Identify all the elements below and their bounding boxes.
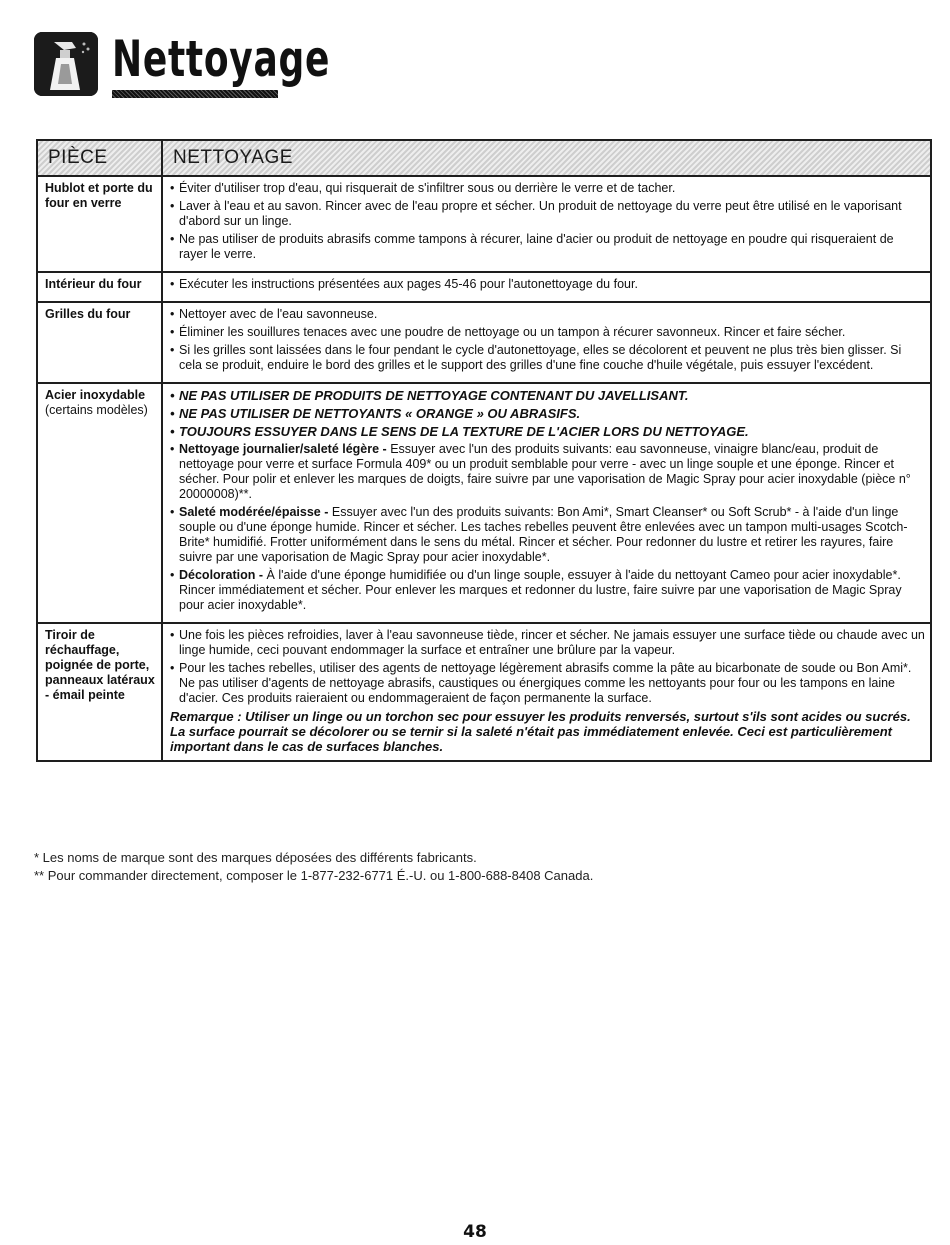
header-cleaning: NETTOYAGE — [162, 140, 931, 176]
table-row — [37, 383, 931, 623]
footnotes — [34, 849, 593, 885]
list-item: • Laver à l'eau et au savon. Rincer avec de l'eau propre et sécher. Un produit de nettoyage du verre peut être utilisé en le vaporisant d'abord sur un linge. — [170, 199, 925, 229]
table-row — [37, 176, 931, 272]
list-item — [170, 568, 925, 613]
list-item: • Nettoyer avec de l'eau savonneuse. — [170, 307, 925, 322]
row-piece-label — [37, 383, 162, 623]
row-piece-label: Intérieur du four — [37, 272, 162, 302]
list-item: • Éliminer les souillures tenaces avec une poudre de nettoyage ou un tampon à récurer savonneux. Rincer et faire sécher. — [170, 325, 925, 340]
list-item — [170, 442, 925, 502]
row-cleaning-cell — [162, 272, 931, 302]
cleaning-spray-icon — [34, 32, 98, 96]
table-row — [37, 272, 931, 302]
item-text: Essuyer avec l'un des produits suivants: Bon Ami*, Smart Cleanser* ou Soft Scrub* - à l'aide d'un linge souple ou d'une éponge humide. Rincer et sécher. Les taches rebelles peuvent être enlevées avec un tampon multi-usages Scotch-Brite* humidifié. Frotter uniformément dans le sens du métal. Rincer et sécher. Pour redonner du lustre et retirer les rayures, faire suivre par une vaporisation de Magic Spray pour acier inoxydable*. — [179, 505, 908, 564]
list-item — [170, 505, 925, 565]
list-item: • Éviter d'utiliser trop d'eau, qui risquerait de s'infiltrer sous ou derrière le verre et de tacher. — [170, 181, 925, 196]
footnote: ** Pour commander directement, composer le 1-877-232-6771 É.-U. ou 1-800-688-8408 Canada. — [34, 868, 594, 883]
footnote: * Les noms de marque sont des marques déposées des différents fabricants. — [34, 850, 477, 865]
piece-name: Acier inoxydable — [45, 388, 146, 402]
remark-note: Remarque : Utiliser un linge ou un torchon sec pour essuyer les produits renversés, surtout s'ils sont acides ou sucrés. La surface pourrait se décolorer ou se ternir si la saleté n'était pas immédiatement enlevée. Ceci est particulièrement important dans le cas de surfaces blanches. — [170, 709, 911, 754]
table-row — [37, 302, 931, 383]
list-item: • Exécuter les instructions présentées aux pages 45-46 pour l'autonettoyage du four. — [170, 277, 925, 292]
row-piece-label: Grilles du four — [37, 302, 162, 383]
row-piece-label: Hublot et porte du four en verre — [37, 176, 162, 272]
cleaning-table — [36, 139, 932, 762]
title-underline — [112, 90, 278, 98]
table-row — [37, 623, 931, 761]
list-item: • Ne pas utiliser de produits abrasifs comme tampons à récurer, laine d'acier ou produit de nettoyage en poudre qui risqueraient de rayer le verre. — [170, 232, 925, 262]
row-piece-label: Tiroir de réchauffage, poignée de porte, panneaux latéraux - émail peinte — [37, 623, 162, 761]
piece-note: (certains modèles) — [45, 403, 148, 417]
item-text: À l'aide d'une éponge humidifiée ou d'un linge souple, essuyer à l'aide du nettoyant Cameo pour acier inoxydable*. Rincer immédiatement et sécher. Pour enlever les marques et redonner du lustre, faire suivre par une vaporisation de Magic Spray pour acier inoxydable*. — [179, 568, 902, 612]
list-item: • Si les grilles sont laissées dans le four pendant le cycle d'autonettoyage, elles se décolorent et peuvent ne plus très bien glisser. Si cela se produit, enduire le bord des grilles et le support des grilles d'une fine couche d'huile végétale, puis essuyer l'excédent. — [170, 343, 925, 373]
row-cleaning-cell — [162, 623, 931, 761]
item-lead: Décoloration - — [179, 568, 264, 582]
list-item: • Une fois les pièces refroidies, laver à l'eau savonneuse tiède, rincer et sécher. Ne jamais essuyer une surface tiède ou chaude avec un linge humide, ceci pouvant endommager la surface et entraîner une brûlure par la vapeur. — [170, 628, 925, 658]
warning-item: • NE PAS UTILISER DE PRODUITS DE NETTOYAGE CONTENANT DU JAVELLISANT. — [170, 388, 925, 403]
item-text: Essuyer avec l'un des produits suivants: eau savonneuse, vinaigre blanc/eau, produit de nettoyage pour verre et surface Formula 409* ou un produit semblable pour verre - avec un linge souple et une éponge. Rincer et sécher. Pour polir et enlever les marques de doigts, faire suivre par une vaporisation de Magic Spray pour acier inoxydable (pièce n° 20000008)**. — [179, 442, 911, 501]
page-number: 48 — [463, 1222, 487, 1242]
warning-item: • NE PAS UTILISER DE NETTOYANTS « ORANGE » OU ABRASIFS. — [170, 406, 925, 421]
header-piece: PIÈCE — [37, 140, 162, 176]
page-title: Nettoyage — [112, 30, 331, 88]
item-lead: Nettoyage journalier/saleté légère - — [179, 442, 387, 456]
row-cleaning-cell — [162, 302, 931, 383]
row-cleaning-cell — [162, 176, 931, 272]
list-item: • Pour les taches rebelles, utiliser des agents de nettoyage légèrement abrasifs comme la pâte au bicarbonate de soude ou Bon Ami*. Ne pas utiliser d'agents de nettoyage abrasifs, caustiques ou énergiques comme les nettoyants pour four ou les tampons en laine d'acier. Ces produits raieraient ou endommageraient de façon permanente la surface. — [170, 661, 925, 706]
row-cleaning-cell — [162, 383, 931, 623]
table-header-row — [37, 140, 931, 176]
item-lead: Saleté modérée/épaisse - — [179, 505, 329, 519]
warning-item: • TOUJOURS ESSUYER DANS LE SENS DE LA TEXTURE DE L'ACIER LORS DU NETTOYAGE. — [170, 424, 925, 439]
